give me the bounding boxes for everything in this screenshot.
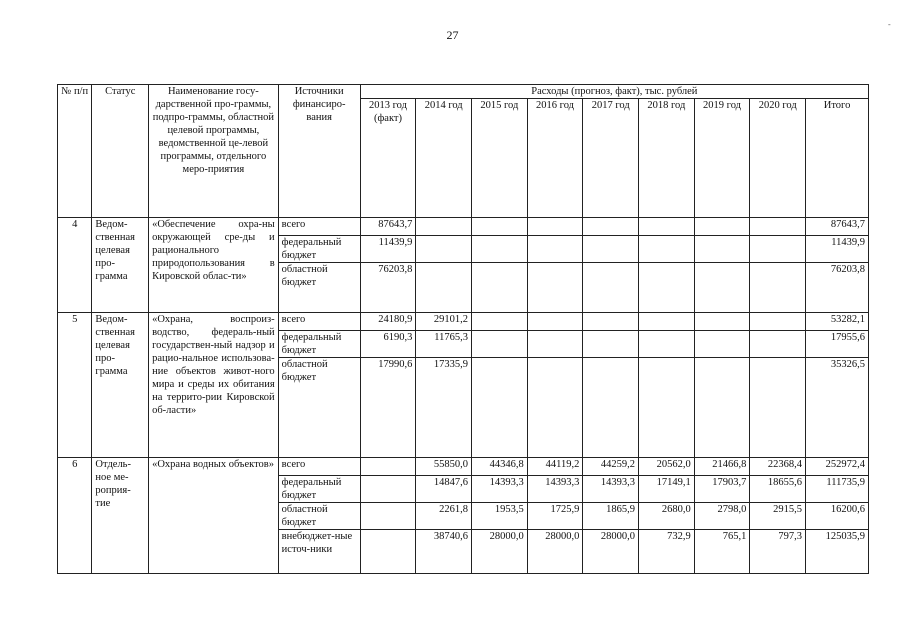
value-cell: 44119,2	[527, 458, 583, 476]
value-cell	[583, 313, 639, 331]
value-cell	[639, 263, 695, 313]
margin-mark: -	[888, 20, 891, 29]
value-cell	[472, 331, 528, 358]
header-year: 2020 год	[750, 99, 806, 218]
value-cell	[360, 503, 416, 530]
value-cell	[360, 530, 416, 574]
value-cell	[583, 331, 639, 358]
value-cell	[472, 313, 528, 331]
total-cell: 76203,8	[806, 263, 869, 313]
value-cell: 1725,9	[527, 503, 583, 530]
header-year: 2013 год (факт)	[360, 99, 416, 218]
total-cell: 16200,6	[806, 503, 869, 530]
row-name: «Охрана, воспроиз-водство, федераль-ный государствен-ный надзор и рацио-нальное использова-ние объектов живот-ного мира и среды их обитания на террито-рии Кировской об-ласти»	[149, 313, 279, 458]
value-cell: 21466,8	[694, 458, 750, 476]
value-cell	[639, 331, 695, 358]
value-cell	[750, 218, 806, 236]
row-source: внебюджет-ные источ-ники	[278, 530, 360, 574]
total-cell: 35326,5	[806, 358, 869, 458]
row-source: областной бюджет	[278, 263, 360, 313]
value-cell	[416, 218, 472, 236]
value-cell	[583, 263, 639, 313]
value-cell: 2680,0	[639, 503, 695, 530]
value-cell: 17990,6	[360, 358, 416, 458]
total-cell: 87643,7	[806, 218, 869, 236]
value-cell	[583, 236, 639, 263]
row-status: Ведом-ственная целевая про-грамма	[92, 313, 149, 458]
value-cell: 11765,3	[416, 331, 472, 358]
value-cell	[472, 263, 528, 313]
value-cell	[639, 313, 695, 331]
table-header	[58, 85, 869, 218]
value-cell: 55850,0	[416, 458, 472, 476]
total-cell: 11439,9	[806, 236, 869, 263]
value-cell	[750, 313, 806, 331]
header-year: 2016 год	[527, 99, 583, 218]
value-cell	[583, 358, 639, 458]
value-cell: 24180,9	[360, 313, 416, 331]
value-cell: 11439,9	[360, 236, 416, 263]
page-number: 27	[446, 28, 459, 42]
header-total: Итого	[806, 99, 869, 218]
header-expenses: Расходы (прогноз, факт), тыс. рублей	[360, 85, 868, 99]
row-name: «Обеспечение охра-ны окружающей сре-ды и рационального природопользования в Кировской облас-ти»	[149, 218, 279, 313]
value-cell: 22368,4	[750, 458, 806, 476]
row-source: областной бюджет	[278, 503, 360, 530]
value-cell: 1865,9	[583, 503, 639, 530]
value-cell: 20562,0	[639, 458, 695, 476]
value-cell	[639, 236, 695, 263]
value-cell	[639, 218, 695, 236]
value-cell	[416, 263, 472, 313]
row-source: всего	[278, 458, 360, 476]
table-row	[58, 458, 869, 476]
value-cell	[527, 358, 583, 458]
header-year: 2019 год	[694, 99, 750, 218]
value-cell	[472, 218, 528, 236]
value-cell: 732,9	[639, 530, 695, 574]
value-cell: 44346,8	[472, 458, 528, 476]
value-cell	[694, 218, 750, 236]
row-source: областной бюджет	[278, 358, 360, 458]
table-row	[58, 313, 869, 331]
header-num: № п/п	[58, 85, 92, 218]
value-cell: 2261,8	[416, 503, 472, 530]
header-sources: Источники финансиро-вания	[278, 85, 360, 218]
value-cell	[750, 263, 806, 313]
row-source: всего	[278, 218, 360, 236]
value-cell	[694, 236, 750, 263]
row-source: федеральный бюджет	[278, 331, 360, 358]
value-cell	[472, 236, 528, 263]
value-cell: 17335,9	[416, 358, 472, 458]
value-cell: 29101,2	[416, 313, 472, 331]
value-cell	[527, 263, 583, 313]
row-source: федеральный бюджет	[278, 476, 360, 503]
value-cell: 765,1	[694, 530, 750, 574]
value-cell: 14847,6	[416, 476, 472, 503]
value-cell	[360, 458, 416, 476]
value-cell: 14393,3	[472, 476, 528, 503]
value-cell	[583, 218, 639, 236]
value-cell	[527, 313, 583, 331]
value-cell: 1953,5	[472, 503, 528, 530]
value-cell: 28000,0	[527, 530, 583, 574]
value-cell	[694, 331, 750, 358]
table-body	[58, 218, 869, 574]
header-year: 2017 год	[583, 99, 639, 218]
header-year: 2014 год	[416, 99, 472, 218]
value-cell	[472, 358, 528, 458]
value-cell: 2798,0	[694, 503, 750, 530]
value-cell: 28000,0	[472, 530, 528, 574]
value-cell: 17149,1	[639, 476, 695, 503]
value-cell	[527, 331, 583, 358]
value-cell: 6190,3	[360, 331, 416, 358]
header-status: Статус	[92, 85, 149, 218]
value-cell: 76203,8	[360, 263, 416, 313]
row-status: Отдель-ное ме-роприя-тие	[92, 458, 149, 574]
value-cell	[750, 236, 806, 263]
value-cell: 87643,7	[360, 218, 416, 236]
row-source: всего	[278, 313, 360, 331]
header-name: Наименование госу-дарственной про-граммы, подпро-граммы, областной целевой программы, ведомственной це-левой программы, отдельного меро-приятия	[149, 85, 279, 218]
header-year: 2018 год	[639, 99, 695, 218]
value-cell: 2915,5	[750, 503, 806, 530]
value-cell	[527, 218, 583, 236]
value-cell: 38740,6	[416, 530, 472, 574]
value-cell: 28000,0	[583, 530, 639, 574]
value-cell	[694, 313, 750, 331]
total-cell: 125035,9	[806, 530, 869, 574]
value-cell	[639, 358, 695, 458]
row-number: 4	[58, 218, 92, 313]
value-cell: 797,3	[750, 530, 806, 574]
budget-table	[57, 84, 869, 574]
value-cell	[750, 331, 806, 358]
row-source: федеральный бюджет	[278, 236, 360, 263]
header-year: 2015 год	[472, 99, 528, 218]
value-cell: 14393,3	[583, 476, 639, 503]
value-cell	[694, 358, 750, 458]
table-row	[58, 218, 869, 236]
row-status: Ведом-ственная целевая про-грамма	[92, 218, 149, 313]
row-name: «Охрана водных объектов»	[149, 458, 279, 574]
row-number: 6	[58, 458, 92, 574]
total-cell: 17955,6	[806, 331, 869, 358]
value-cell: 14393,3	[527, 476, 583, 503]
total-cell: 111735,9	[806, 476, 869, 503]
value-cell: 18655,6	[750, 476, 806, 503]
value-cell: 17903,7	[694, 476, 750, 503]
value-cell: 44259,2	[583, 458, 639, 476]
total-cell: 53282,1	[806, 313, 869, 331]
value-cell	[360, 476, 416, 503]
value-cell	[416, 236, 472, 263]
value-cell	[694, 263, 750, 313]
total-cell: 252972,4	[806, 458, 869, 476]
value-cell	[527, 236, 583, 263]
row-number: 5	[58, 313, 92, 458]
value-cell	[750, 358, 806, 458]
